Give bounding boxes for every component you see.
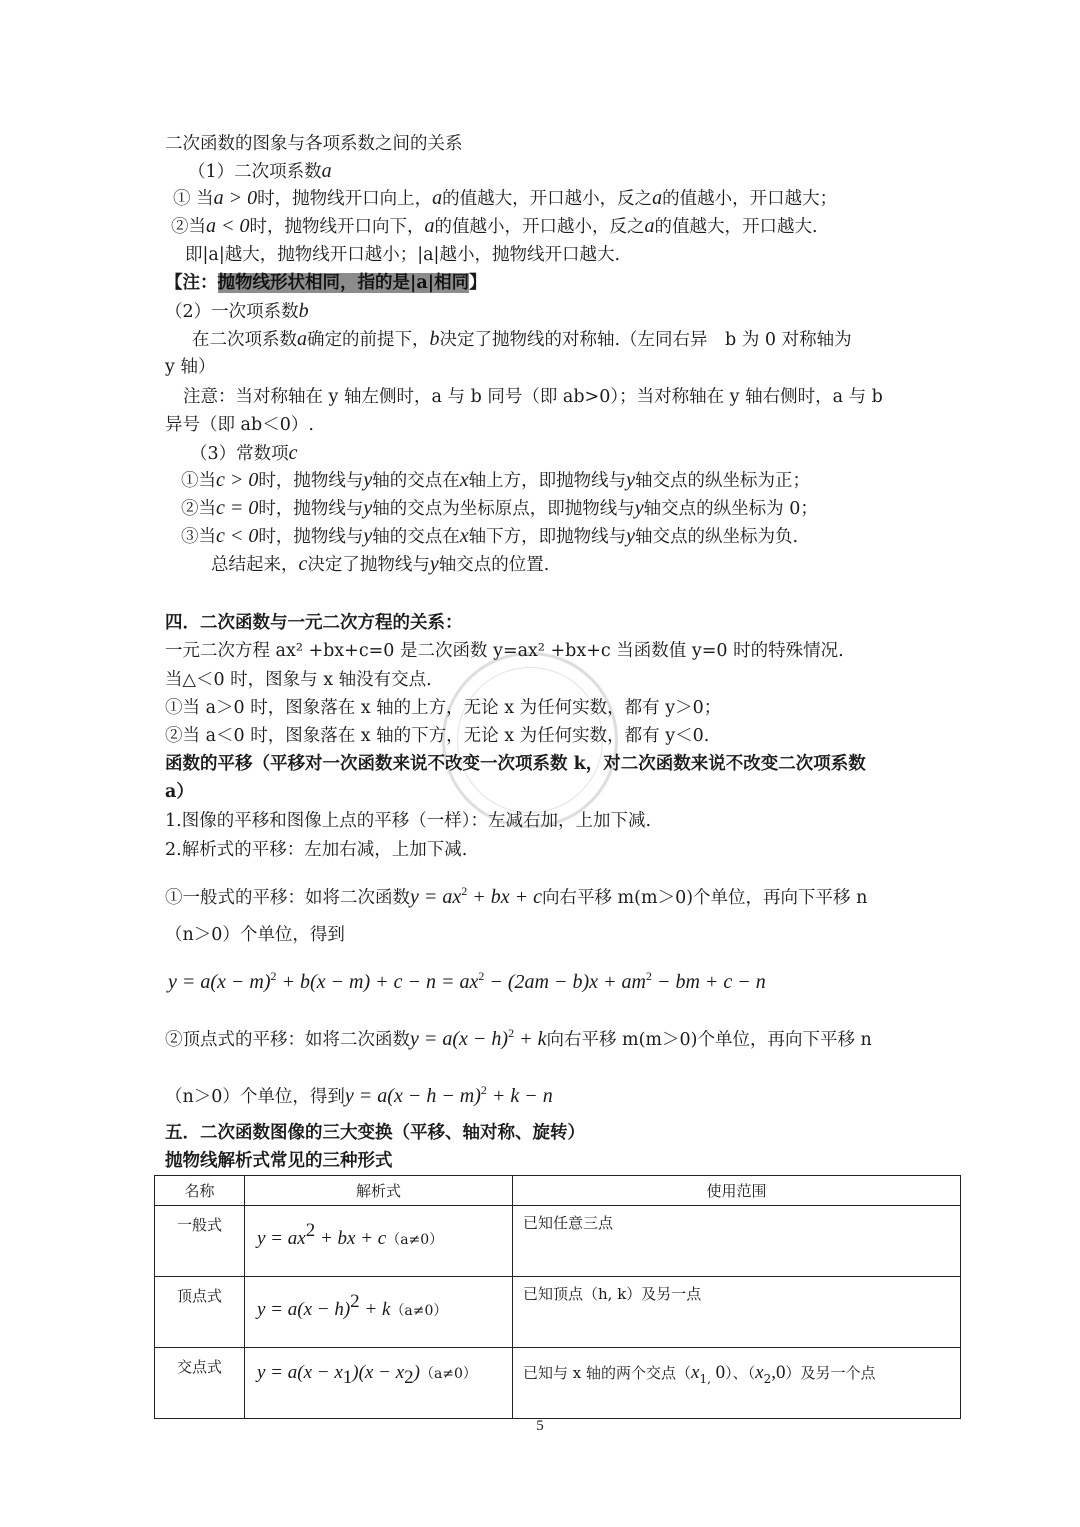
table-header-formula: 解析式	[245, 1176, 513, 1206]
table-row	[155, 1206, 961, 1277]
a-rule-1: ① 当a > 0时，抛物线开口向上，a的值越大，开口越小，反之a的值越小，开口越大；	[173, 187, 838, 209]
vertex-shift-line1: ②顶点式的平移：如将二次函数$y = a(x - h)^2 + k$向右平移 m(m＞0)个单位，再向下平移 n	[165, 1026, 872, 1050]
vertex-shift-line2: （n＞0）个单位，得到$y = a(x - h - m)^2 + k - n$	[165, 1083, 553, 1107]
general-shift-line1: ①一般式的平移：如将二次函数$y = ax^2$ + bx + c向右平移 m(m＞0)个单位，再向下平移 n	[165, 884, 868, 908]
section4-line3: ①当 a＞0 时，图象落在 x 轴的上方，无论 x 为任何实数，都有 y＞0；	[165, 698, 722, 718]
a-heading: （1）二次项系数a	[188, 160, 332, 182]
b-note-line2: 异号（即 ab＜0）.	[165, 415, 314, 435]
c-rule-2: ②当c = 0时，抛物线与y轴的交点为坐标原点，即抛物线与y轴交点的纵坐标为 0；	[181, 497, 818, 519]
row-range: 已知与 x 轴的两个交点（$x_{1,}$ 0）、$(x_2,0)$及另一个点	[513, 1348, 961, 1419]
row-formula: y = ax2 + bx + c（a≠0）	[245, 1206, 513, 1277]
shift-title-line2: a）	[165, 782, 194, 802]
row-name: 交点式	[155, 1348, 245, 1419]
a-rule-2: ②当a < 0时，抛物线开口向下，a的值越小，开口越小，反之a的值越大，开口越大.	[171, 215, 818, 237]
section-title: 二次函数的图象与各项系数之间的关系	[165, 134, 463, 154]
row-formula: y = a(x − h)2 + k（a≠0）	[245, 1277, 513, 1348]
section5-subtitle: 抛物线解析式常见的三种形式	[165, 1151, 393, 1171]
b-rule-line1: 在二次项系数a确定的前提下，b决定了抛物线的对称轴.（左同右异 b 为 0 对称轴为	[192, 328, 852, 350]
section4-line2: 当△＜0 时，图象与 x 轴没有交点.	[165, 670, 432, 690]
table-header-name: 名称	[155, 1176, 245, 1206]
row-name: 一般式	[155, 1206, 245, 1277]
general-shift-line2: （n＞0）个单位，得到	[165, 925, 345, 945]
shift-line2: 2.解析式的平移：左加右减，上加下减.	[165, 840, 468, 860]
page-number: 5	[536, 1418, 544, 1434]
c-summary: 总结起来，c决定了抛物线与y轴交点的位置.	[211, 553, 550, 575]
row-name: 顶点式	[155, 1277, 245, 1348]
section4-title: 四．二次函数与一元二次方程的关系：	[165, 613, 463, 633]
section4-line4: ②当 a＜0 时，图象落在 x 轴的下方，无论 x 为任何实数，都有 y＜0.	[165, 726, 710, 746]
b-heading: （2）一次项系数b	[165, 300, 309, 322]
table-row	[155, 1277, 961, 1348]
row-range: 已知顶点（h, k）及另一点	[513, 1277, 961, 1348]
a-summary: 即|a|越大，抛物线开口越小；|a|越小，抛物线开口越大.	[185, 245, 621, 265]
c-heading: （3）常数项c	[190, 442, 298, 464]
note-highlight: 抛物线形状相同，指的是|a|相同	[217, 273, 470, 293]
shift-title-line1: 函数的平移（平移对一次函数来说不改变一次项系数 k，对二次函数来说不改变二次项系数	[165, 754, 866, 774]
forms-table	[154, 1175, 961, 1419]
shift-line1: 1.图像的平移和图像上点的平移（一样）：左减右加，上加下减.	[165, 811, 652, 831]
c-rule-1: ①当c > 0时，抛物线与y轴的交点在x轴上方，即抛物线与y轴交点的纵坐标为正；	[181, 469, 811, 491]
note: 【注：抛物线形状相同，指的是|a|相同】	[165, 273, 487, 293]
table-row	[155, 1348, 961, 1419]
table-header-row	[155, 1176, 961, 1206]
b-rule-line2: y 轴）	[165, 357, 216, 377]
b-note-line1: 注意：当对称轴在 y 轴左侧时，a 与 b 同号（即 ab>0）；当对称轴在 y 轴右侧时，a 与 b	[183, 387, 883, 407]
section5-title: 五．二次函数图像的三大变换（平移、轴对称、旋转）	[165, 1123, 585, 1143]
section4-line1: 一元二次方程 ax² +bx+c=0 是二次函数 y=ax² +bx+c 当函数值 y=0 时的特殊情况.	[165, 641, 844, 661]
table-header-range: 使用范围	[513, 1176, 961, 1206]
row-formula: y = a(x − x1)(x − x2)（a≠0）	[245, 1348, 513, 1419]
row-range: 已知任意三点	[513, 1206, 961, 1277]
c-rule-3: ③当c < 0时，抛物线与y轴的交点在x轴下方，即抛物线与y轴交点的纵坐标为负.	[181, 525, 799, 547]
general-shift-result: $y = a(x - m)^2 + b(x - m) + c - n = ax^2 - (2am - b)x + am^2$ − bm + c − n	[168, 969, 766, 993]
